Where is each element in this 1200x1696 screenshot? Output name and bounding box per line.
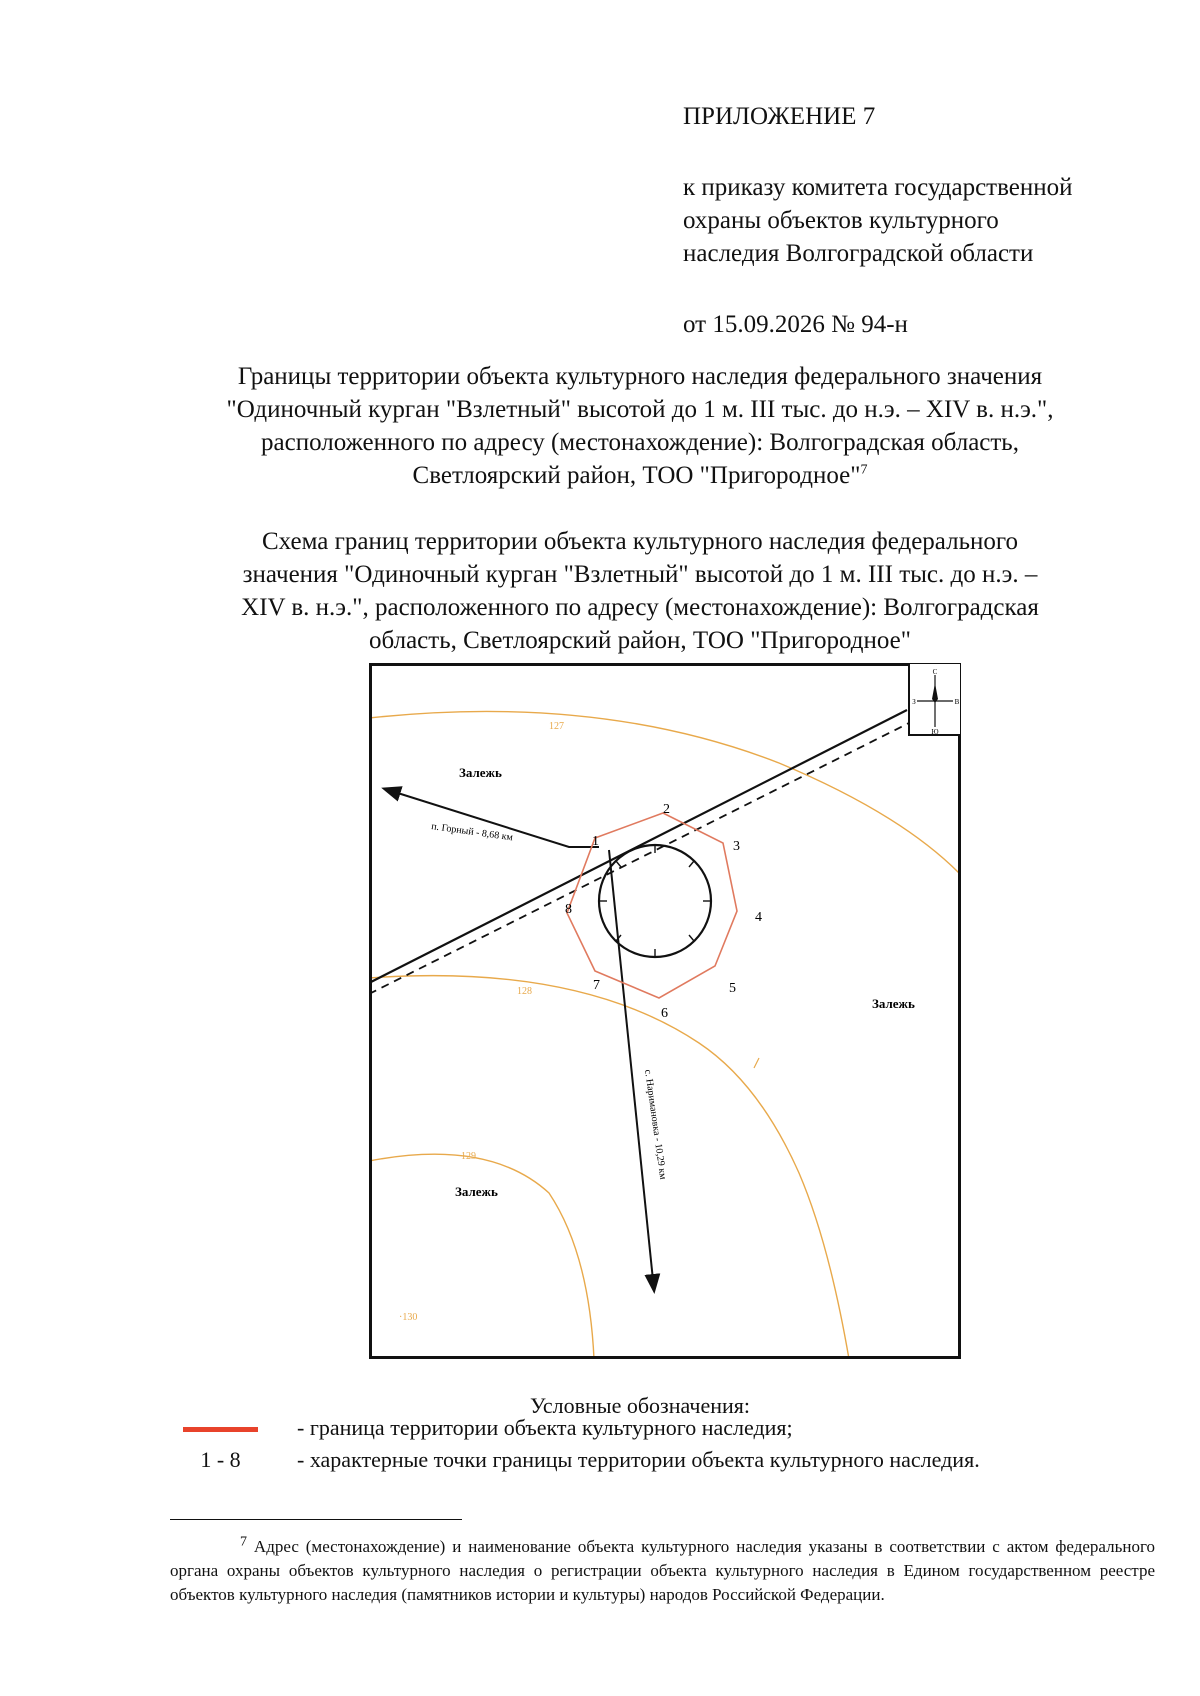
title-line-last [150, 459, 1130, 492]
point-label-4: 4 [755, 910, 762, 925]
scheme-title [150, 525, 1130, 657]
scheme-title-line: область, Светлоярский район, ТОО "Пригородное" [369, 627, 911, 654]
legend-boundary-text: - граница территории объекта культурного наследия; [297, 1415, 793, 1440]
order-line: наследия Волгоградской области [683, 240, 1034, 267]
point-label-2: 2 [663, 802, 670, 817]
scheme-title-line: значения "Одиночный курган "Взлетный" высотой до 1 м. III тыс. до н.э. – [242, 561, 1038, 588]
title-line-text: Светлоярский район, ТОО "Пригородное" [412, 462, 861, 489]
contour-label: 129 [461, 1151, 476, 1162]
compass-north: С [932, 668, 938, 676]
compass-south: Ю [931, 728, 939, 736]
footnote-number: 7 [240, 1534, 247, 1550]
title-line: расположенного по адресу (местонахождение): Волгоградская область, [261, 429, 1019, 456]
footnote-body [170, 1535, 1155, 1607]
appendix-title: ПРИЛОЖЕНИЕ 7 [683, 103, 876, 130]
title-line: Границы территории объекта культурного наследия федерального значения [237, 363, 1043, 390]
contour-label: ·130 [399, 1312, 418, 1323]
kurgan-hatch-ticks [599, 845, 711, 957]
order-date: от 15.09.2026 № 94-н [683, 311, 908, 338]
area-label: Залежь [459, 765, 502, 780]
footnote-divider [170, 1519, 462, 1520]
contour-label: 127 [549, 721, 564, 732]
legend-points-text: - характерные точки границы территории объекта культурного наследия. [297, 1447, 980, 1472]
scheme-title-line: XIV в. н.э.", расположенного по адресу (местонахождение): Волгоградская [241, 594, 1039, 621]
compass-rose-icon [909, 663, 961, 736]
area-label: Залежь [455, 1184, 498, 1199]
footnote [170, 1535, 1155, 1607]
compass-east: В [954, 698, 960, 706]
scheme-title-line: Схема границ территории объекта культурного наследия федерального [261, 528, 1019, 555]
road-dashed-line [369, 721, 913, 994]
order-line: охраны объектов культурного [683, 207, 999, 234]
legend-points-code: 1 - 8 [200, 1447, 241, 1472]
appendix-header [683, 100, 1163, 341]
point-label-1: 1 [592, 834, 599, 849]
contour-label: 128 [517, 986, 532, 997]
direction-label: с. Наримановка - 10,29 км [642, 1068, 669, 1181]
legend-boundary-swatch [183, 1427, 258, 1432]
area-label: Залежь [872, 996, 915, 1011]
point-label-5: 5 [729, 981, 736, 996]
footnote-text: Адрес (местонахождение) и наименование объекта культурного наследия указаны в соответствии с актом федерального органа охраны объектов культурного наследия о регистрации объекта культурного наследия в Едином государственном реестре объектов культурного наследия (памятников истории и культуры) народов Российской Федерации. [170, 1537, 1155, 1604]
title-line: "Одиночный курган "Взлетный" высотой до 1 м. III тыс. до н.э. – XIV в. н.э.", [226, 396, 1054, 423]
contour-line-127 [369, 711, 959, 873]
compass-west: З [912, 698, 916, 706]
order-line: к приказу комитета государственной [683, 174, 1073, 201]
footnote-ref[interactable]: 7 [860, 462, 868, 478]
point-label-8: 8 [565, 902, 572, 917]
point-label-7: 7 [593, 978, 600, 993]
contour-line-128 [369, 976, 849, 1359]
legend-title: Условные обозначения: [529, 1393, 751, 1418]
direction-label: п. Горный - 8,68 км [430, 821, 514, 844]
document-title [150, 360, 1130, 492]
point-label-3: 3 [733, 839, 740, 854]
point-label-6: 6 [661, 1006, 668, 1021]
boundary-map [369, 663, 961, 1359]
contour-tick [754, 1058, 759, 1068]
